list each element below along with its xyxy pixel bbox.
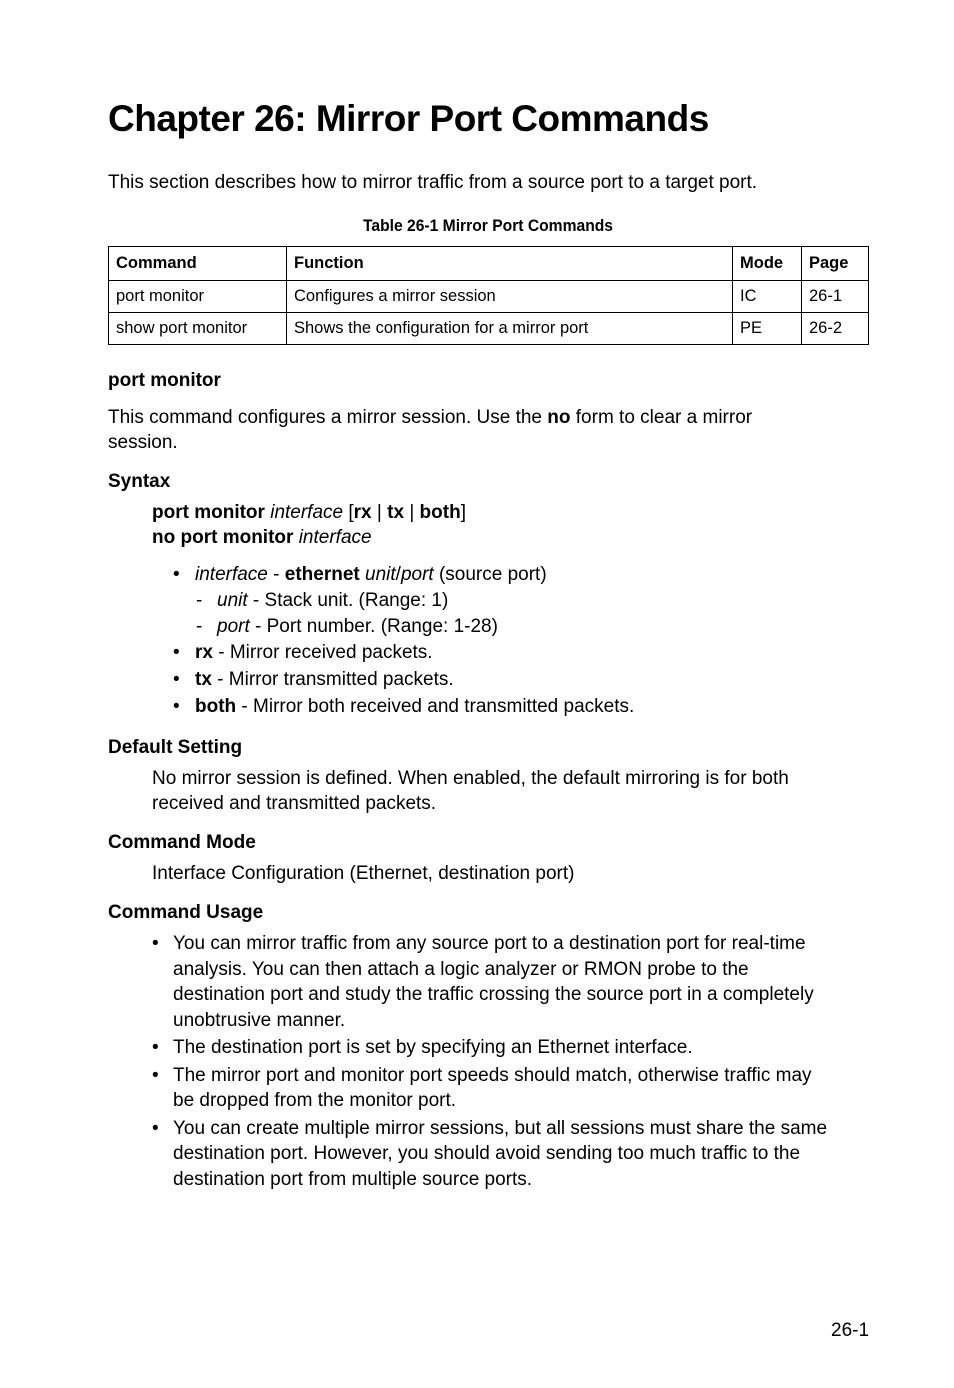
param-text — [195, 696, 634, 718]
param-term: rx — [195, 642, 213, 663]
usage-line: destination port. However, you should avoid sending too much traffic to the — [173, 1143, 801, 1164]
cell-command: show port monitor — [109, 313, 287, 345]
cell-function: Configures a mirror session — [287, 281, 733, 313]
mirror-port-commands-table — [108, 246, 869, 345]
usage-line: analysis. You can then attach a logic analyzer or RMON probe to the — [173, 958, 749, 980]
param-bullet-both — [173, 696, 635, 718]
default-line: received and transmitted packets. — [152, 793, 437, 814]
param-dash: - — [267, 564, 285, 585]
default-setting-heading: Default Setting — [108, 737, 243, 758]
intro-paragraph: This section describes how to mirror traffic from a source port to a target port. — [108, 172, 758, 193]
cell-command: port monitor — [109, 281, 287, 313]
param-text — [217, 616, 498, 638]
sub-bullet-dash: - — [196, 616, 203, 637]
param-term: interface — [195, 564, 268, 585]
param-port: port — [400, 564, 434, 585]
usage-line: unobtrusive manner. — [173, 1009, 346, 1031]
bullet-dot: • — [173, 696, 180, 717]
bullet-dot: • — [173, 642, 180, 663]
desc-text: form to clear a mirror — [570, 407, 753, 428]
command-usage-heading: Command Usage — [108, 902, 264, 923]
list-item — [152, 931, 868, 1033]
sub-bullet-port — [196, 616, 498, 638]
list-item — [152, 1116, 868, 1193]
bullet-dot: • — [152, 1064, 159, 1086]
param-unit: unit — [365, 564, 396, 585]
param-slash: / — [395, 564, 401, 585]
usage-line: The destination port is set by specifying an Ethernet interface. — [173, 1037, 693, 1058]
syntax-both: both — [419, 502, 461, 523]
param-desc: - Port number. (Range: 1-28) — [249, 616, 498, 637]
list-item — [152, 1063, 868, 1114]
syntax-line-1 — [152, 500, 466, 525]
syntax-command: no port monitor — [152, 527, 294, 548]
syntax-heading: Syntax — [108, 471, 171, 492]
param-bullet-interface — [173, 564, 547, 586]
bullet-dot: • — [173, 564, 180, 585]
syntax-arg: interface — [298, 527, 372, 548]
syntax-bracket: ] — [460, 502, 466, 523]
command-mode-heading: Command Mode — [108, 832, 256, 853]
usage-text — [173, 1035, 868, 1061]
desc-text: This command configures a mirror session. Use the — [108, 407, 548, 428]
header-mode: Mode — [733, 247, 802, 281]
syntax-arg: interface — [270, 502, 344, 523]
cell-function: Shows the configuration for a mirror port — [287, 313, 733, 345]
desc-text: session. — [108, 432, 178, 453]
header-command: Command — [109, 247, 287, 281]
syntax-line-2 — [152, 525, 372, 550]
bullet-dot: • — [152, 1117, 159, 1139]
usage-line: You can mirror traffic from any source port to a destination port for real-time — [173, 933, 806, 954]
param-term: port — [217, 616, 250, 637]
param-text — [195, 564, 547, 586]
table-caption: Table 26-1 Mirror Port Commands — [362, 216, 614, 235]
page-number: 26-1 — [831, 1320, 870, 1341]
default-setting-text — [152, 766, 789, 816]
usage-text — [173, 1063, 868, 1114]
param-desc: - Stack unit. (Range: 1) — [247, 590, 449, 611]
table-header-row — [109, 247, 869, 281]
bullet-dot: • — [152, 1037, 159, 1058]
command-mode-text: Interface Configuration (Ethernet, destination port) — [152, 863, 575, 884]
param-desc: (source port) — [433, 564, 547, 585]
desc-keyword-no: no — [547, 407, 571, 428]
usage-line: The mirror port and monitor port speeds should match, otherwise traffic may — [173, 1064, 812, 1086]
syntax-command: port monitor — [152, 502, 265, 523]
syntax-rx: rx — [353, 502, 372, 523]
param-desc: - Mirror both received and transmitted packets. — [236, 696, 635, 717]
param-desc: - Mirror received packets. — [212, 642, 433, 663]
param-text — [195, 669, 454, 691]
bullet-dot: • — [152, 933, 159, 954]
param-text — [195, 642, 433, 664]
table-row — [109, 313, 869, 345]
header-function: Function — [287, 247, 733, 281]
list-item — [152, 1035, 868, 1061]
syntax-bracket: [ — [348, 502, 354, 523]
param-bullet-tx — [173, 669, 454, 691]
usage-line: be dropped from the monitor port. — [173, 1090, 457, 1111]
usage-line: destination port and study the traffic crossing the source port in a completely — [173, 984, 814, 1005]
header-page: Page — [802, 247, 869, 281]
command-description — [108, 405, 752, 455]
cell-page: 26-2 — [802, 313, 869, 345]
sub-bullet-unit — [196, 590, 449, 612]
usage-text — [173, 931, 868, 1033]
param-desc: - Mirror transmitted packets. — [211, 669, 454, 690]
param-term: both — [195, 696, 237, 717]
param-bullet-rx — [173, 642, 433, 664]
chapter-title: Chapter 26: Mirror Port Commands — [108, 98, 709, 139]
sub-bullet-dash: - — [196, 590, 203, 611]
usage-line: destination port from multiple source ports. — [173, 1168, 533, 1190]
syntax-tx: tx — [387, 502, 405, 523]
param-term: unit — [217, 590, 248, 611]
param-term: tx — [195, 669, 212, 690]
param-text — [217, 590, 448, 612]
table-row — [109, 281, 869, 313]
syntax-separator: | — [409, 502, 415, 523]
command-usage-list — [152, 931, 868, 1194]
syntax-separator: | — [376, 502, 382, 523]
command-heading: port monitor — [108, 370, 221, 391]
cell-mode: PE — [733, 313, 802, 345]
usage-line: You can create multiple mirror sessions, but all sessions must share the same — [173, 1117, 828, 1139]
cell-page: 26-1 — [802, 281, 869, 313]
cell-mode: IC — [733, 281, 802, 313]
usage-text — [173, 1116, 868, 1193]
param-keyword: ethernet — [284, 564, 360, 585]
bullet-dot: • — [173, 669, 180, 690]
default-line: No mirror session is defined. When enabled, the default mirroring is for both — [152, 768, 789, 789]
